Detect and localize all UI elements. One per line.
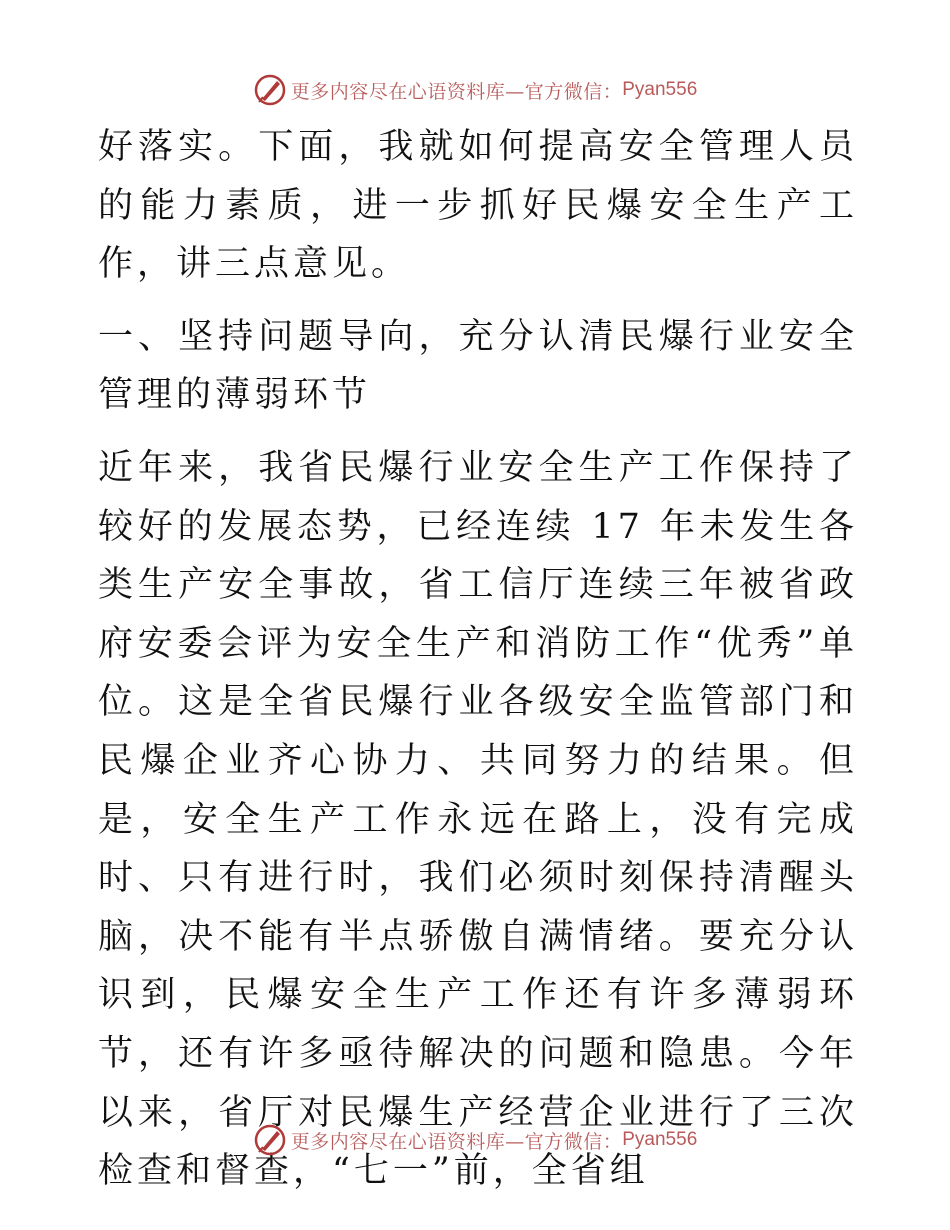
watermark-text: 更多内容尽在心语资料库—官方微信： bbox=[290, 80, 623, 103]
feather-pen-logo-icon bbox=[253, 1123, 287, 1157]
header-watermark bbox=[0, 70, 950, 110]
watermark-wechat-id: Pyan556 bbox=[622, 1129, 698, 1150]
feather-pen-logo-icon bbox=[253, 73, 287, 107]
document-body bbox=[98, 118, 858, 1201]
section-heading: 一、坚持问题导向，充分认清民爆行业安全管理的薄弱环节 bbox=[98, 316, 858, 416]
paragraph-intro: 好落实。下面，我就如何提高安全管理人员的能力素质，进一步抓好民爆安全生产工作，讲三点意见。 bbox=[98, 127, 858, 285]
watermark-wechat-id: Pyan556 bbox=[622, 79, 698, 100]
watermark-text: 更多内容尽在心语资料库—官方微信： bbox=[290, 1130, 623, 1153]
paragraph-body: 近年来，我省民爆行业安全生产工作保持了较好的发展态势，已经连续 17 年未发生各类生产安全事故，省工信厅连续三年被省政府安委会评为安全生产和消防工作“优秀”单位。这是全省民爆行业各级安全监管部门和民爆企业齐心协力、共同努力的结果。但是，安全生产工作永远在路上，没有完成时、只有进行时，我们必须时刻保持清醒头脑，决不能有半点骄傲自满情绪。要充分认识到，民爆安全生产工作还有许多薄弱环节，还有许多亟待解决的问题和隐患。今年以来，省厅对民爆生产经营企业进行了三次检查和督查，“七一”前，全省组 bbox=[98, 447, 858, 1192]
footer-watermark bbox=[0, 1120, 950, 1160]
